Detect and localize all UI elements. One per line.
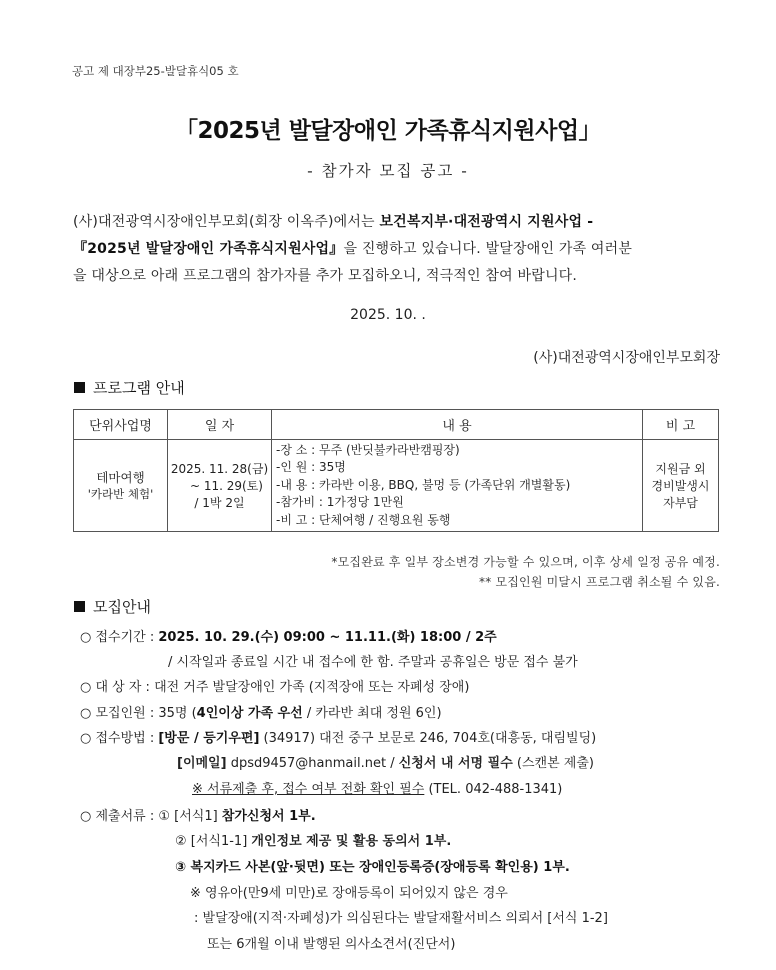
doc-3-note-alternative: 또는 6개월 이내 발행된 의사소견서(진단서) xyxy=(207,937,456,952)
target-label: ○ 대 상 자 : xyxy=(80,680,155,695)
note-line: 지원금 외 xyxy=(655,461,706,476)
content-activity: -내 용 : 카라반 이용, BBQ, 불멍 등 (가족단위 개별활동) xyxy=(276,477,571,492)
method-scan-note: (스캔본 제출) xyxy=(512,756,594,771)
doc-2-name: 개인정보 제공 및 활용 동의서 1부. xyxy=(251,834,452,849)
header-unit: 단위사업명 xyxy=(74,410,168,440)
target-row xyxy=(80,676,469,695)
unit-name: 테마여행 xyxy=(96,470,145,486)
period-note: / 시작일과 종료일 시간 내 접수에 한 함. 주말과 공휴일은 방문 접수 불가 xyxy=(168,655,578,670)
period-value: 2025. 10. 29.(수) 09:00 ~ 11.11.(화) 18:00 / 2주 xyxy=(158,630,497,645)
method-phone: (TEL. 042-488-1341) xyxy=(424,782,563,797)
docs-row xyxy=(80,805,316,824)
intro-text: 을 진행하고 있습니다. 발달장애인 가족 여러분 xyxy=(343,241,633,257)
table-header-row xyxy=(74,410,719,440)
square-bullet-icon xyxy=(74,601,85,612)
notice-number: 공고 제 대장부25-발달휴식05 호 xyxy=(72,64,239,78)
date-start: 2025. 11. 28(금) xyxy=(170,461,269,476)
program-section-heading xyxy=(74,377,185,398)
target-value: 대전 거주 발달장애인 가족 (지적장애 또는 자폐성 장애) xyxy=(154,680,470,695)
doc-3-note-detail: : 발달장애(지적·자폐성)가 의심된다는 발달재활서비스 의뢰서 [서식 1-2] xyxy=(194,911,608,926)
intro-line-2 xyxy=(73,238,632,258)
table-row xyxy=(74,440,719,532)
date-cell xyxy=(168,440,272,532)
method-confirm-note: ※ 서류제출 후, 접수 여부 전화 확인 필수 xyxy=(192,782,425,797)
program-table xyxy=(73,409,719,532)
count-label: ○ 모집인원 : xyxy=(80,706,159,721)
doc-1-form: ① [서식1] xyxy=(158,809,222,824)
content-remarks: -비 고 : 단체여행 / 진행요원 동행 xyxy=(276,512,451,527)
content-people: -인 원 : 35명 xyxy=(276,460,346,475)
unit-cell xyxy=(74,440,168,532)
recruit-section-heading xyxy=(74,596,151,617)
method-email: [이메일] xyxy=(177,756,227,771)
count-priority: 4인이상 가족 우선 xyxy=(196,706,303,721)
announcement-date: 2025. 10. . xyxy=(350,307,426,323)
method-signature-required: 신청서 내 서명 필수 xyxy=(398,756,513,771)
note-line: 경비발생시 xyxy=(651,478,710,493)
method-email-row xyxy=(177,752,594,771)
doc-3-row: ③ 복지카드 사본(앞·뒷면) 또는 장애인등록증(장애등록 확인용) 1부. xyxy=(175,860,570,875)
unit-subtitle: '카라반 체험' xyxy=(87,487,154,502)
note-cell xyxy=(643,440,719,532)
footnote-2: ** 모집인원 미달시 프로그램 취소될 수 있음. xyxy=(479,575,720,589)
section-title: 모집안내 xyxy=(93,598,151,616)
method-label: ○ 접수방법 : xyxy=(80,731,159,746)
date-end: ~ 11. 29(토) xyxy=(190,478,263,493)
header-content: 내 용 xyxy=(272,410,643,440)
intro-project-name: 『2025년 발달장애인 가족휴식지원사업』 xyxy=(73,241,344,257)
doc-1-name: 참가신청서 1부. xyxy=(221,809,316,824)
date-duration: / 1박 2일 xyxy=(194,495,245,510)
content-fee: -참가비 : 1가정당 1만원 xyxy=(276,495,404,510)
organization-signature: (사)대전광역시장애인부모회장 xyxy=(533,350,720,366)
section-title: 프로그램 안내 xyxy=(93,379,185,397)
footnote-1: *모집완료 후 일부 장소변경 가능할 수 있으며, 이후 상세 일정 공유 예정. xyxy=(331,555,720,569)
count-value: 35명 ( xyxy=(158,706,197,721)
method-visit: [방문 / 등기우편] xyxy=(158,731,260,746)
intro-text: (사)대전광역시장애인부모회(회장 이옥주)에서는 xyxy=(73,214,380,230)
intro-line-1 xyxy=(73,211,593,231)
content-place: -장 소 : 무주 (반딧불카라반캠핑장) xyxy=(276,443,460,457)
method-row xyxy=(80,727,596,746)
docs-label: ○ 제출서류 : xyxy=(80,809,159,824)
page-subtitle: - 참가자 모집 공고 - xyxy=(307,162,469,180)
content-cell xyxy=(272,440,643,532)
method-visit-address: (34917) 대전 중구 보문로 246, 704호(대흥동, 대림빌딩) xyxy=(259,731,597,746)
header-note: 비 고 xyxy=(643,410,719,440)
note-line: 자부담 xyxy=(663,495,698,510)
intro-line-3: 을 대상으로 아래 프로그램의 참가자를 추가 모집하오니, 적극적인 참여 바랍니다. xyxy=(73,268,578,284)
page-title: 「2025년 발달장애인 가족휴식지원사업」 xyxy=(174,118,602,144)
period-row xyxy=(80,626,497,645)
doc-2-row xyxy=(175,830,451,849)
count-capacity: / 카라반 최대 정원 6인) xyxy=(302,706,442,721)
period-label: ○ 접수기간 : xyxy=(80,630,159,645)
intro-emphasis: 보건복지부·대전광역시 지원사업 - xyxy=(379,214,594,230)
method-note-row xyxy=(192,778,562,797)
count-row xyxy=(80,702,442,721)
doc-2-form: ② [서식1-1] xyxy=(175,834,252,849)
square-bullet-icon xyxy=(74,382,85,393)
doc-3-note: ※ 영유아(만9세 미만)로 장애등록이 되어있지 않은 경우 xyxy=(190,886,508,901)
header-date: 일 자 xyxy=(168,410,272,440)
method-email-address: dpsd9457@hanmail.net / xyxy=(226,756,399,771)
